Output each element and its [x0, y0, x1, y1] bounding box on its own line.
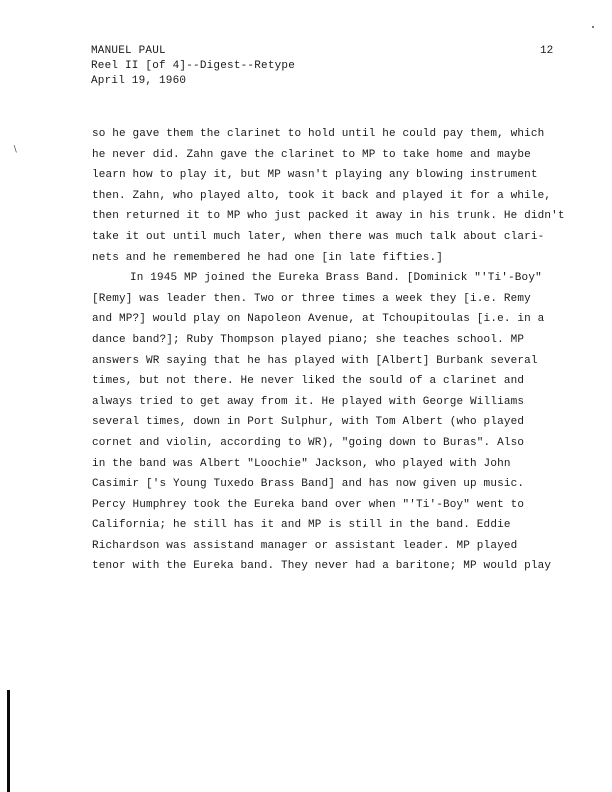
text-line: Casimir ['s Young Tuxedo Brass Band] and has now given up music. [92, 478, 525, 491]
text-line: tenor with the Eureka band. They never had a baritone; MP would play [92, 560, 552, 573]
scan-edge-rule [7, 690, 10, 792]
text-line: California; he still has it and MP is still in the band. Eddie [92, 519, 511, 532]
text-line: times, but not there. He never liked the sould of a clarinet and [92, 375, 525, 388]
text-line: so he gave them the clarinet to hold until he could pay them, which [92, 128, 545, 140]
text-line: he never did. Zahn gave the clarinet to MP to take home and maybe [92, 148, 531, 161]
text-line: [Remy] was leader then. Two or three times a week they [i.e. Remy [92, 292, 531, 305]
text-line: then returned it to MP who just packed it away in his trunk. He didn't [92, 210, 565, 223]
text-line: always tried to get away from it. He played with George Williams [92, 395, 525, 408]
text-line: take it out until much later, when there was much talk about clari- [92, 230, 545, 243]
text-line: in the band was Albert "Loochie" Jackson, who played with John [92, 457, 511, 470]
header-name: MANUEL PAUL [91, 45, 166, 57]
text-line: nets and he remembered he had one [in late fifties.] [92, 251, 444, 264]
text-line: Richardson was assistand manager or assistant leader. MP played [92, 539, 518, 552]
header-reel: Reel II [of 4]--Digest--Retype [91, 60, 296, 72]
document-header [91, 44, 295, 89]
text-line: then. Zahn, who played alto, took it back and played it for a while, [92, 189, 552, 202]
scan-speck [592, 26, 594, 28]
text-line: learn how to play it, but MP wasn't playing any blowing instrument [92, 169, 538, 182]
text-line: Percy Humphrey took the Eureka band over when "'Ti'-Boy" went to [92, 498, 525, 511]
text-line: cornet and violin, according to WR), "going down to Buras". Also [92, 436, 525, 449]
page-number: 12 [540, 45, 554, 57]
paragraph-start-line: In 1945 MP joined the Eureka Brass Band. [Dominick "'Ti'-Boy" [130, 272, 542, 285]
text-line: dance band?]; Ruby Thompson played piano; she teaches school. MP [92, 333, 525, 346]
transcript-body [92, 124, 612, 577]
margin-tick-mark: ∖ [12, 145, 18, 155]
text-line: and MP?] would play on Napoleon Avenue, at Tchoupitoulas [i.e. in a [92, 313, 545, 326]
text-line: answers WR saying that he has played with [Albert] Burbank several [92, 354, 538, 367]
text-line: several times, down in Port Sulphur, with Tom Albert (who played [92, 416, 525, 429]
header-date: April 19, 1960 [91, 75, 187, 87]
